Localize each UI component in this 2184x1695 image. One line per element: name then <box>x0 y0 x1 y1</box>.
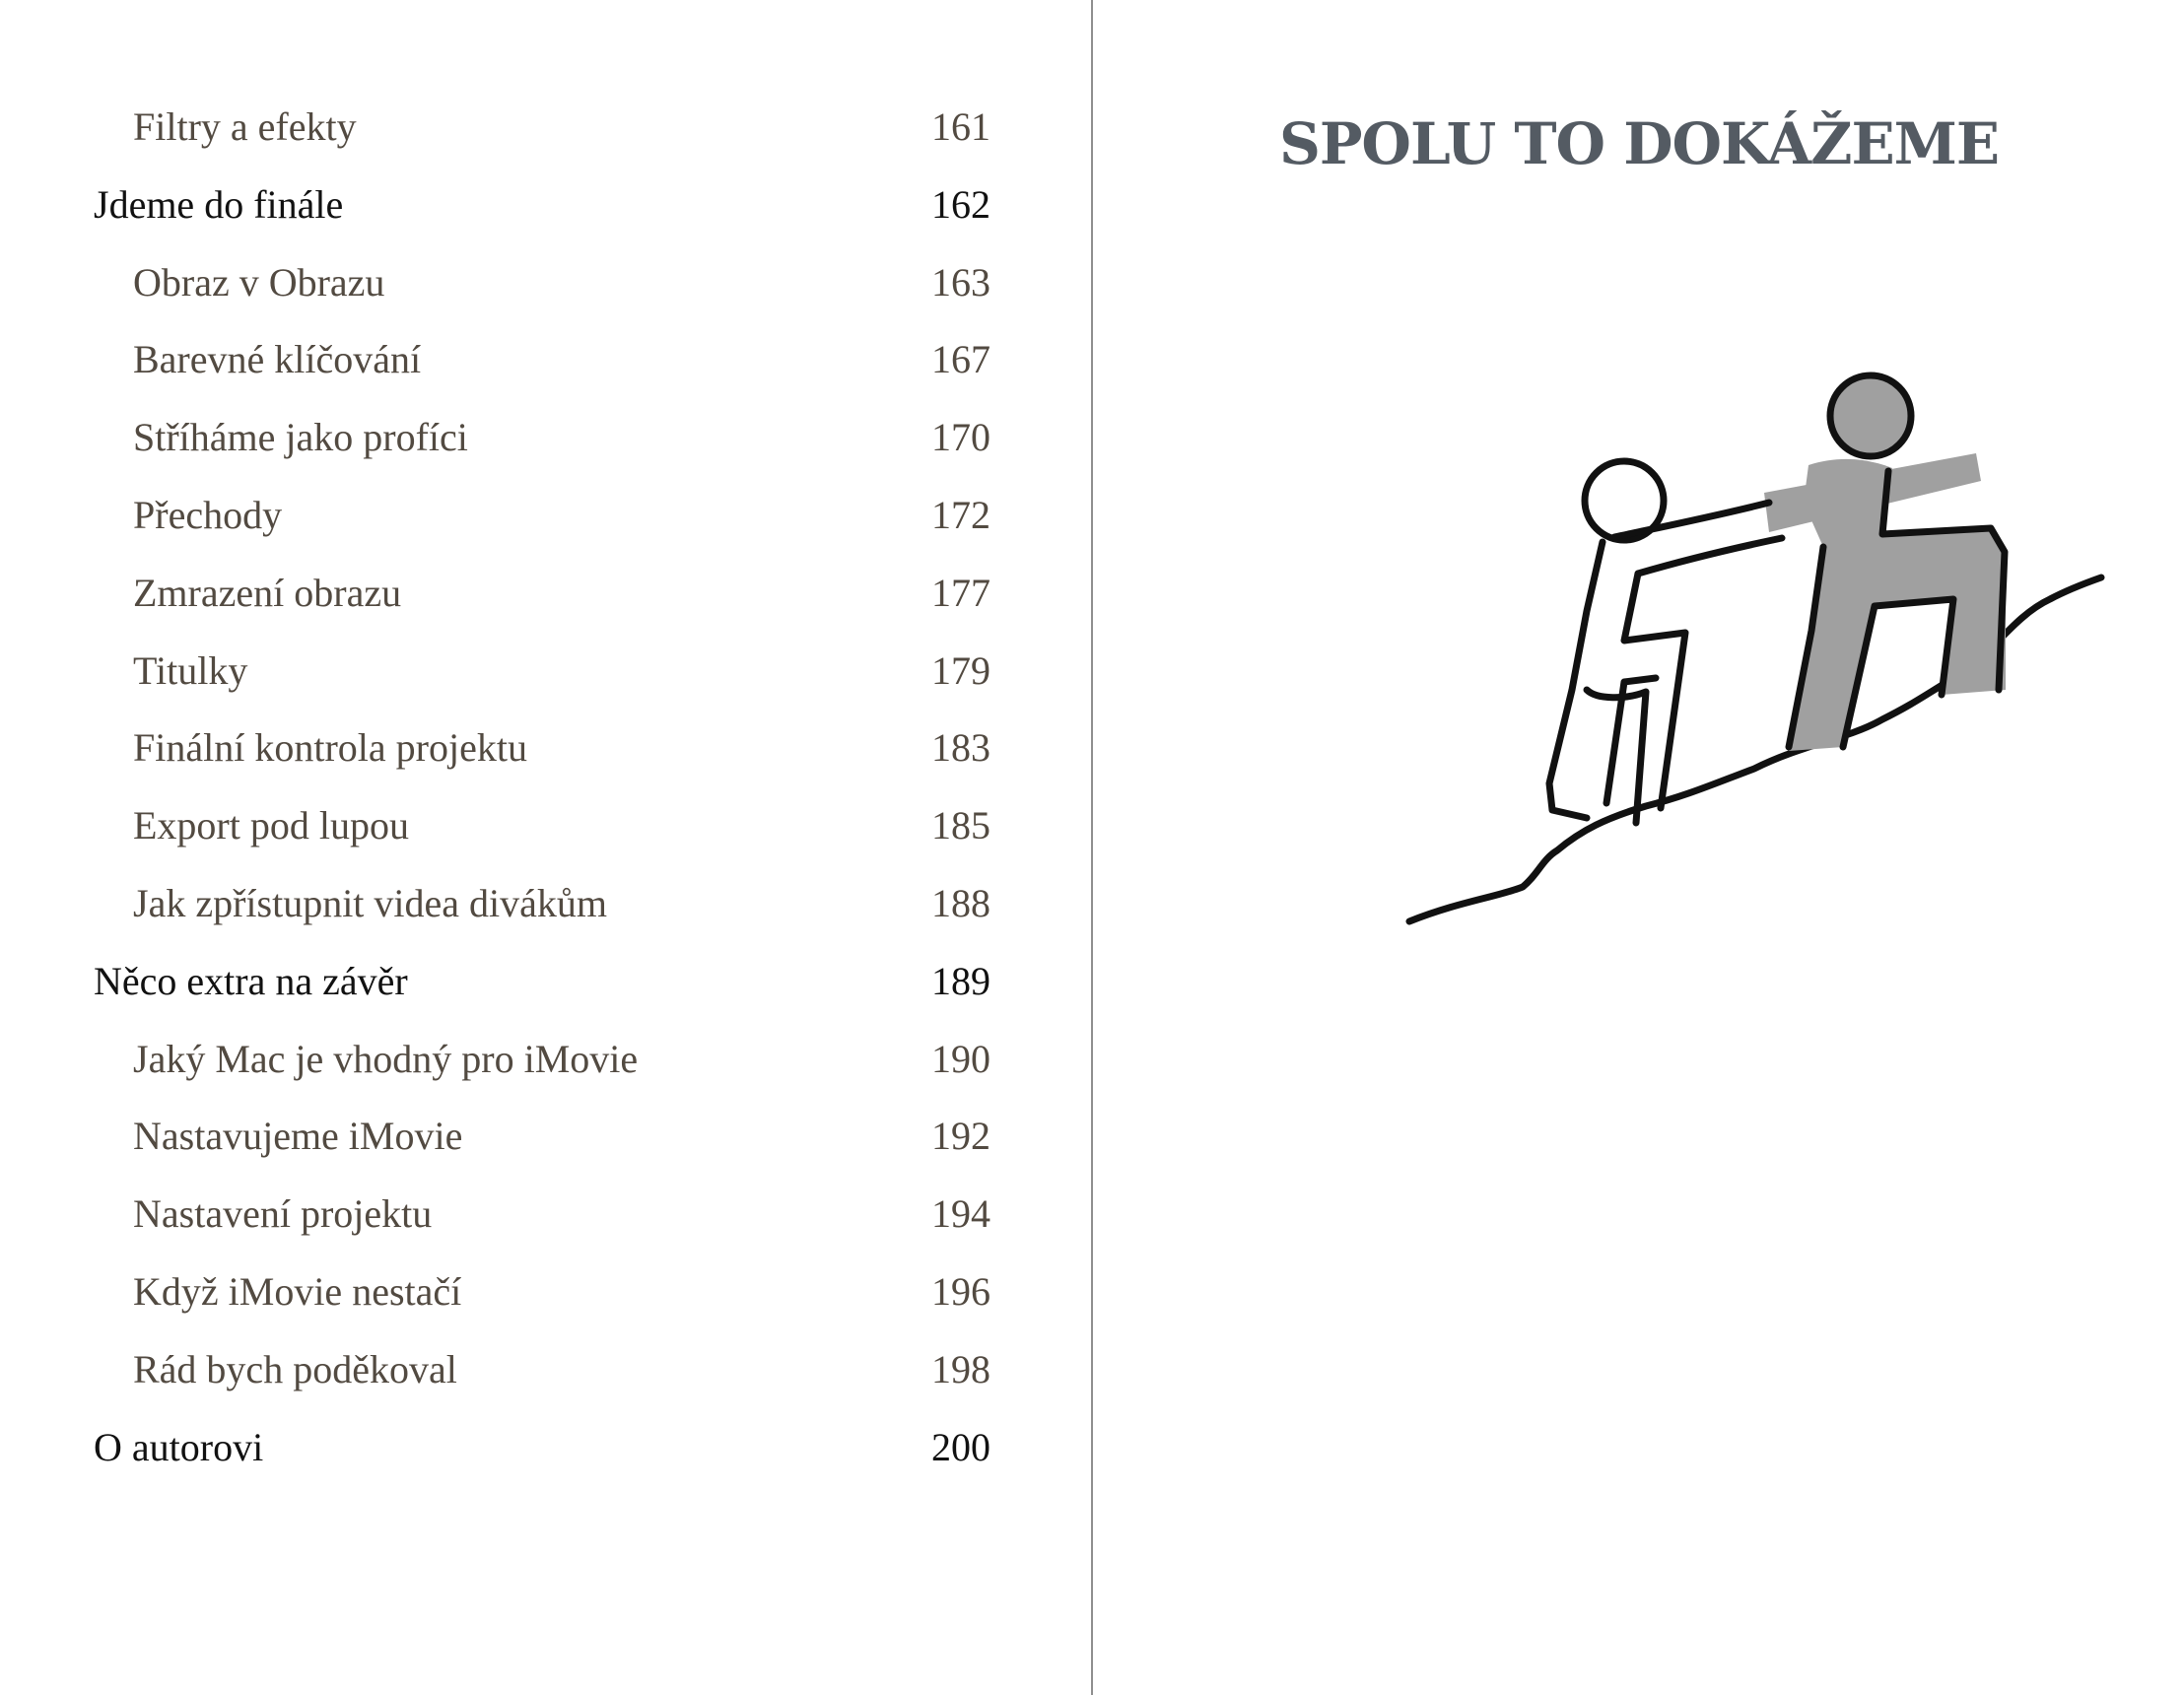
toc-section-entry[interactable] <box>0 799 1092 877</box>
toc-entry-page-number: 183 <box>931 725 990 771</box>
toc-entry-page-number: 172 <box>931 492 990 537</box>
toc-entry-title: Zmrazení obrazu <box>133 570 402 615</box>
climber-body-back <box>1549 542 1603 818</box>
right-page <box>1094 0 2184 1695</box>
toc-entry-title: Jdeme do finále <box>94 181 344 227</box>
toc-entry-title: Jak zpřístupnit videa divákům <box>133 880 608 925</box>
toc-entry-page-number: 196 <box>931 1268 990 1314</box>
book-spine-divider <box>1091 0 1093 1695</box>
toc-chapter-entry[interactable] <box>0 1421 1092 1499</box>
page-heading: SPOLU TO DOKÁŽEME <box>1278 110 2000 177</box>
toc-entry-title: Finální kontrola projektu <box>133 725 527 771</box>
helper-figure <box>1764 375 2006 751</box>
toc-entry-title: Obraz v Obrazu <box>133 259 385 305</box>
toc-entry-title: Když iMovie nestačí <box>133 1268 462 1314</box>
toc-section-entry[interactable] <box>0 1265 1092 1343</box>
toc-entry-page-number: 170 <box>931 415 990 460</box>
table-of-contents <box>0 101 1092 1498</box>
toc-section-entry[interactable] <box>0 567 1092 644</box>
toc-section-entry[interactable] <box>0 101 1092 178</box>
toc-section-entry[interactable] <box>0 1033 1092 1111</box>
toc-entry-title: Barevné klíčování <box>133 337 422 382</box>
toc-entry-title: Rád bych poděkoval <box>133 1346 457 1391</box>
toc-entry-page-number: 185 <box>931 803 990 848</box>
toc-section-entry[interactable] <box>0 1187 1092 1265</box>
toc-section-entry[interactable] <box>0 644 1092 722</box>
toc-section-entry[interactable] <box>0 256 1092 334</box>
toc-entry-title: Něco extra na závěr <box>94 958 408 1003</box>
toc-section-entry[interactable] <box>0 411 1092 489</box>
toc-entry-title: Nastavení projektu <box>133 1191 433 1237</box>
toc-entry-title: Filtry a efekty <box>133 104 357 149</box>
toc-entry-page-number: 198 <box>931 1346 990 1391</box>
toc-entry-title: Přechody <box>133 492 283 537</box>
toc-entry-page-number: 189 <box>931 958 990 1003</box>
toc-entry-title: Stříháme jako profíci <box>133 415 468 460</box>
toc-entry-page-number: 190 <box>931 1036 990 1081</box>
climber-arm-lower <box>1638 538 1782 574</box>
toc-entry-title: O autorovi <box>94 1424 264 1469</box>
toc-entry-page-number: 200 <box>931 1424 990 1469</box>
toc-entry-title: Jaký Mac je vhodný pro iMovie <box>133 1036 639 1081</box>
helping-hand-climbing-icon <box>1291 355 2119 946</box>
toc-entry-page-number: 188 <box>931 880 990 925</box>
toc-entry-page-number: 162 <box>931 181 990 227</box>
toc-section-entry[interactable] <box>0 721 1092 799</box>
toc-entry-page-number: 177 <box>931 570 990 615</box>
toc-entry-page-number: 179 <box>931 647 990 693</box>
toc-entry-page-number: 194 <box>931 1191 990 1237</box>
toc-entry-title: Titulky <box>133 647 248 693</box>
toc-chapter-entry[interactable] <box>0 178 1092 256</box>
toc-entry-page-number: 163 <box>931 259 990 305</box>
toc-chapter-entry[interactable] <box>0 955 1092 1033</box>
toc-entry-page-number: 167 <box>931 337 990 382</box>
toc-entry-title: Export pod lupou <box>133 803 409 848</box>
toc-section-entry[interactable] <box>0 333 1092 411</box>
toc-entry-page-number: 161 <box>931 104 990 149</box>
toc-section-entry[interactable] <box>0 489 1092 567</box>
toc-entry-title: Nastavujeme iMovie <box>133 1114 463 1159</box>
toc-entry-page-number: 192 <box>931 1114 990 1159</box>
toc-section-entry[interactable] <box>0 1110 1092 1187</box>
toc-section-entry[interactable] <box>0 877 1092 955</box>
climber-leg-front <box>1624 574 1685 808</box>
helper-head <box>1830 375 1911 456</box>
toc-section-entry[interactable] <box>0 1343 1092 1421</box>
